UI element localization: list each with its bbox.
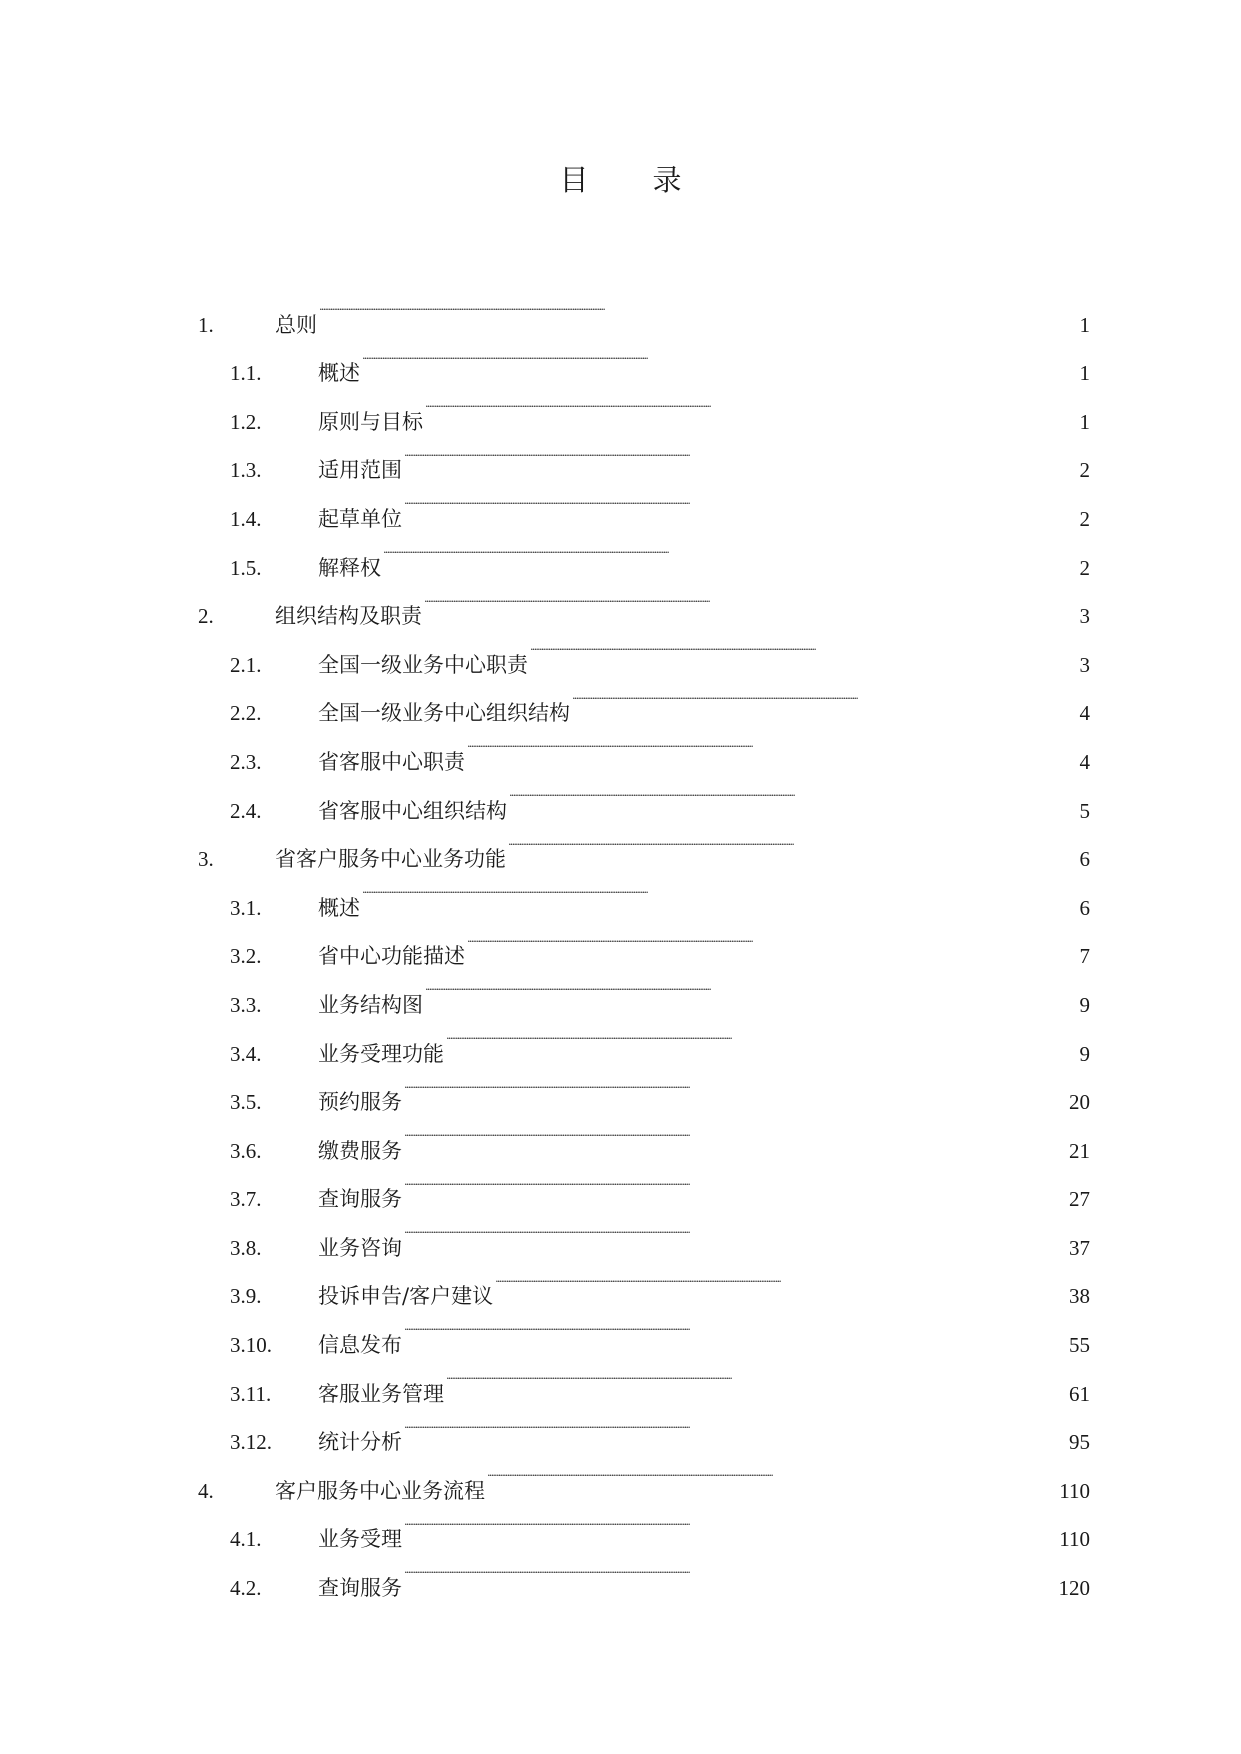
- toc-entry-page-number: 4: [1079, 749, 1090, 774]
- toc-dot-leader: [404, 1158, 1067, 1207]
- toc-entry-label: 客服业务管理: [318, 1381, 444, 1406]
- toc-dot-leader: [509, 769, 1078, 818]
- toc-entry-number: 3.3.: [230, 992, 262, 1017]
- toc-entry-page-number: 1: [1079, 409, 1090, 434]
- toc-entry-label: 业务受理功能: [318, 1041, 444, 1066]
- toc-dot-leader: [425, 963, 1078, 1012]
- toc-dot-leader: [467, 720, 1078, 769]
- toc-entry-number: 3.12.: [230, 1430, 272, 1455]
- toc-entry-page-number: 120: [1058, 1576, 1090, 1601]
- toc-entry-number: 4.1.: [230, 1527, 262, 1552]
- toc-title-char-1: 目: [559, 163, 589, 197]
- toc-entry-label: 省客服中心组织结构: [318, 798, 507, 823]
- toc-entry-number: 2.1.: [230, 652, 262, 677]
- toc-dot-leader: [508, 818, 1078, 867]
- toc-entry-page-number: 2: [1079, 555, 1090, 580]
- toc-entry-label: 缴费服务: [318, 1138, 402, 1163]
- toc-entry-page-number: 7: [1079, 944, 1090, 969]
- toc-entry-number: 2.: [198, 604, 214, 629]
- toc-entry-number: 3.: [198, 847, 214, 872]
- toc-dot-leader: [362, 332, 1078, 381]
- toc-dot-leader: [425, 380, 1078, 429]
- toc-entry-page-number: 9: [1079, 992, 1090, 1017]
- toc-entry-label: 投诉申告/客户建议: [318, 1284, 494, 1309]
- toc-dot-leader: [404, 1206, 1067, 1255]
- toc-entry-label: 业务结构图: [318, 992, 423, 1017]
- toc-entry-number: 3.6.: [230, 1138, 262, 1163]
- toc-dot-leader: [404, 477, 1078, 526]
- toc-dot-leader: [404, 1498, 1057, 1547]
- toc-entry-number: 2.4.: [230, 798, 262, 823]
- toc-entry-label: 预约服务: [318, 1090, 402, 1115]
- toc-entry-label: 信息发布: [318, 1333, 402, 1358]
- toc-entry-label: 概述: [318, 361, 360, 386]
- toc-entry-number: 1.3.: [230, 458, 262, 483]
- toc-entry-number: 2.3.: [230, 749, 262, 774]
- toc-dot-leader: [362, 866, 1078, 915]
- toc-entry-number: 3.1.: [230, 895, 262, 920]
- toc-entry-page-number: 5: [1079, 798, 1090, 823]
- toc-entry-page-number: 3: [1079, 604, 1090, 629]
- toc-entry-label: 省客户服务中心业务功能: [275, 847, 506, 872]
- toc-entry-label: 统计分析: [318, 1430, 402, 1455]
- toc-dot-leader: [487, 1449, 1057, 1498]
- toc-dot-leader: [404, 1303, 1067, 1352]
- toc-entry-page-number: 37: [1069, 1235, 1090, 1260]
- toc-entry-label: 省中心功能描述: [318, 944, 465, 969]
- toc-dot-leader: [404, 1061, 1067, 1110]
- toc-entry-page-number: 2: [1079, 506, 1090, 531]
- toc-entry-number: 1.2.: [230, 409, 262, 434]
- toc-entry-number: 3.11.: [230, 1381, 272, 1406]
- toc-entry-label: 起草单位: [318, 506, 402, 531]
- toc-dot-leader: [424, 575, 1078, 624]
- toc-dot-leader: [404, 1546, 1057, 1595]
- toc-entry-page-number: 1: [1079, 361, 1090, 386]
- toc-entry-number: 4.2.: [230, 1576, 262, 1601]
- toc-entry-number: 1.4.: [230, 506, 262, 531]
- toc-entry-page-number: 20: [1069, 1090, 1090, 1115]
- toc-dot-leader: [404, 429, 1078, 478]
- toc-dot-leader: [495, 1255, 1067, 1304]
- toc-entry-number: 3.10.: [230, 1333, 272, 1358]
- toc-entry-page-number: 95: [1069, 1430, 1090, 1455]
- toc-entry-page-number: 27: [1069, 1187, 1090, 1212]
- toc-entry-label: 省客服中心职责: [318, 749, 465, 774]
- toc-entry-page-number: 9: [1079, 1041, 1090, 1066]
- toc-entry-label: 业务受理: [318, 1527, 402, 1552]
- toc-entry-page-number: 55: [1069, 1333, 1090, 1358]
- toc-title-char-2: 录: [652, 163, 682, 197]
- toc-entry-number: 3.2.: [230, 944, 262, 969]
- toc-dot-leader: [404, 1109, 1067, 1158]
- toc-dot-leader: [404, 1401, 1067, 1450]
- toc-dot-leader: [446, 1352, 1067, 1401]
- toc-list: [198, 283, 1090, 1601]
- toc-title: [0, 160, 1241, 200]
- toc-entry-label: 解释权: [318, 555, 381, 580]
- toc-entry-page-number: 1: [1079, 312, 1090, 337]
- toc-entry-number: 3.5.: [230, 1090, 262, 1115]
- toc-entry[interactable]: [198, 283, 1090, 337]
- toc-entry-label: 总则: [275, 312, 317, 337]
- toc-entry-number: 3.4.: [230, 1041, 262, 1066]
- toc-entry-label: 业务咨询: [318, 1235, 402, 1260]
- toc-entry-page-number: 21: [1069, 1138, 1090, 1163]
- toc-entry-page-number: 4: [1079, 701, 1090, 726]
- toc-entry-number: 3.9.: [230, 1284, 262, 1309]
- toc-dot-leader: [572, 672, 1078, 721]
- toc-entry-number: 3.7.: [230, 1187, 262, 1212]
- toc-entry-label: 客户服务中心业务流程: [275, 1478, 485, 1503]
- toc-dot-leader: [467, 915, 1078, 964]
- toc-entry-number: 1.5.: [230, 555, 262, 580]
- toc-entry-label: 组织结构及职责: [275, 604, 422, 629]
- toc-entry-label: 原则与目标: [318, 409, 423, 434]
- toc-dot-leader: [530, 623, 1078, 672]
- toc-entry-label: 适用范围: [318, 458, 402, 483]
- toc-entry-label: 查询服务: [318, 1187, 402, 1212]
- toc-entry-number: 3.8.: [230, 1235, 262, 1260]
- toc-entry-label: 全国一级业务中心组织结构: [318, 701, 570, 726]
- toc-entry-number: 1.: [198, 312, 214, 337]
- toc-entry-page-number: 6: [1079, 895, 1090, 920]
- toc-entry-page-number: 2: [1079, 458, 1090, 483]
- toc-entry[interactable]: [198, 332, 1090, 386]
- toc-dot-leader: [319, 283, 1078, 332]
- toc-dot-leader: [446, 1012, 1078, 1061]
- toc-entry-number: 2.2.: [230, 701, 262, 726]
- toc-entry-label: 概述: [318, 895, 360, 920]
- toc-entry-number: 4.: [198, 1478, 214, 1503]
- toc-entry-page-number: 38: [1069, 1284, 1090, 1309]
- toc-entry-number: 1.1.: [230, 361, 262, 386]
- toc-entry-label: 全国一级业务中心职责: [318, 652, 528, 677]
- toc-entry-page-number: 110: [1059, 1478, 1090, 1503]
- toc-entry-page-number: 3: [1079, 652, 1090, 677]
- toc-entry-page-number: 61: [1069, 1381, 1090, 1406]
- toc-entry-label: 查询服务: [318, 1576, 402, 1601]
- toc-dot-leader: [383, 526, 1078, 575]
- toc-entry-page-number: 6: [1079, 847, 1090, 872]
- toc-entry-page-number: 110: [1059, 1527, 1090, 1552]
